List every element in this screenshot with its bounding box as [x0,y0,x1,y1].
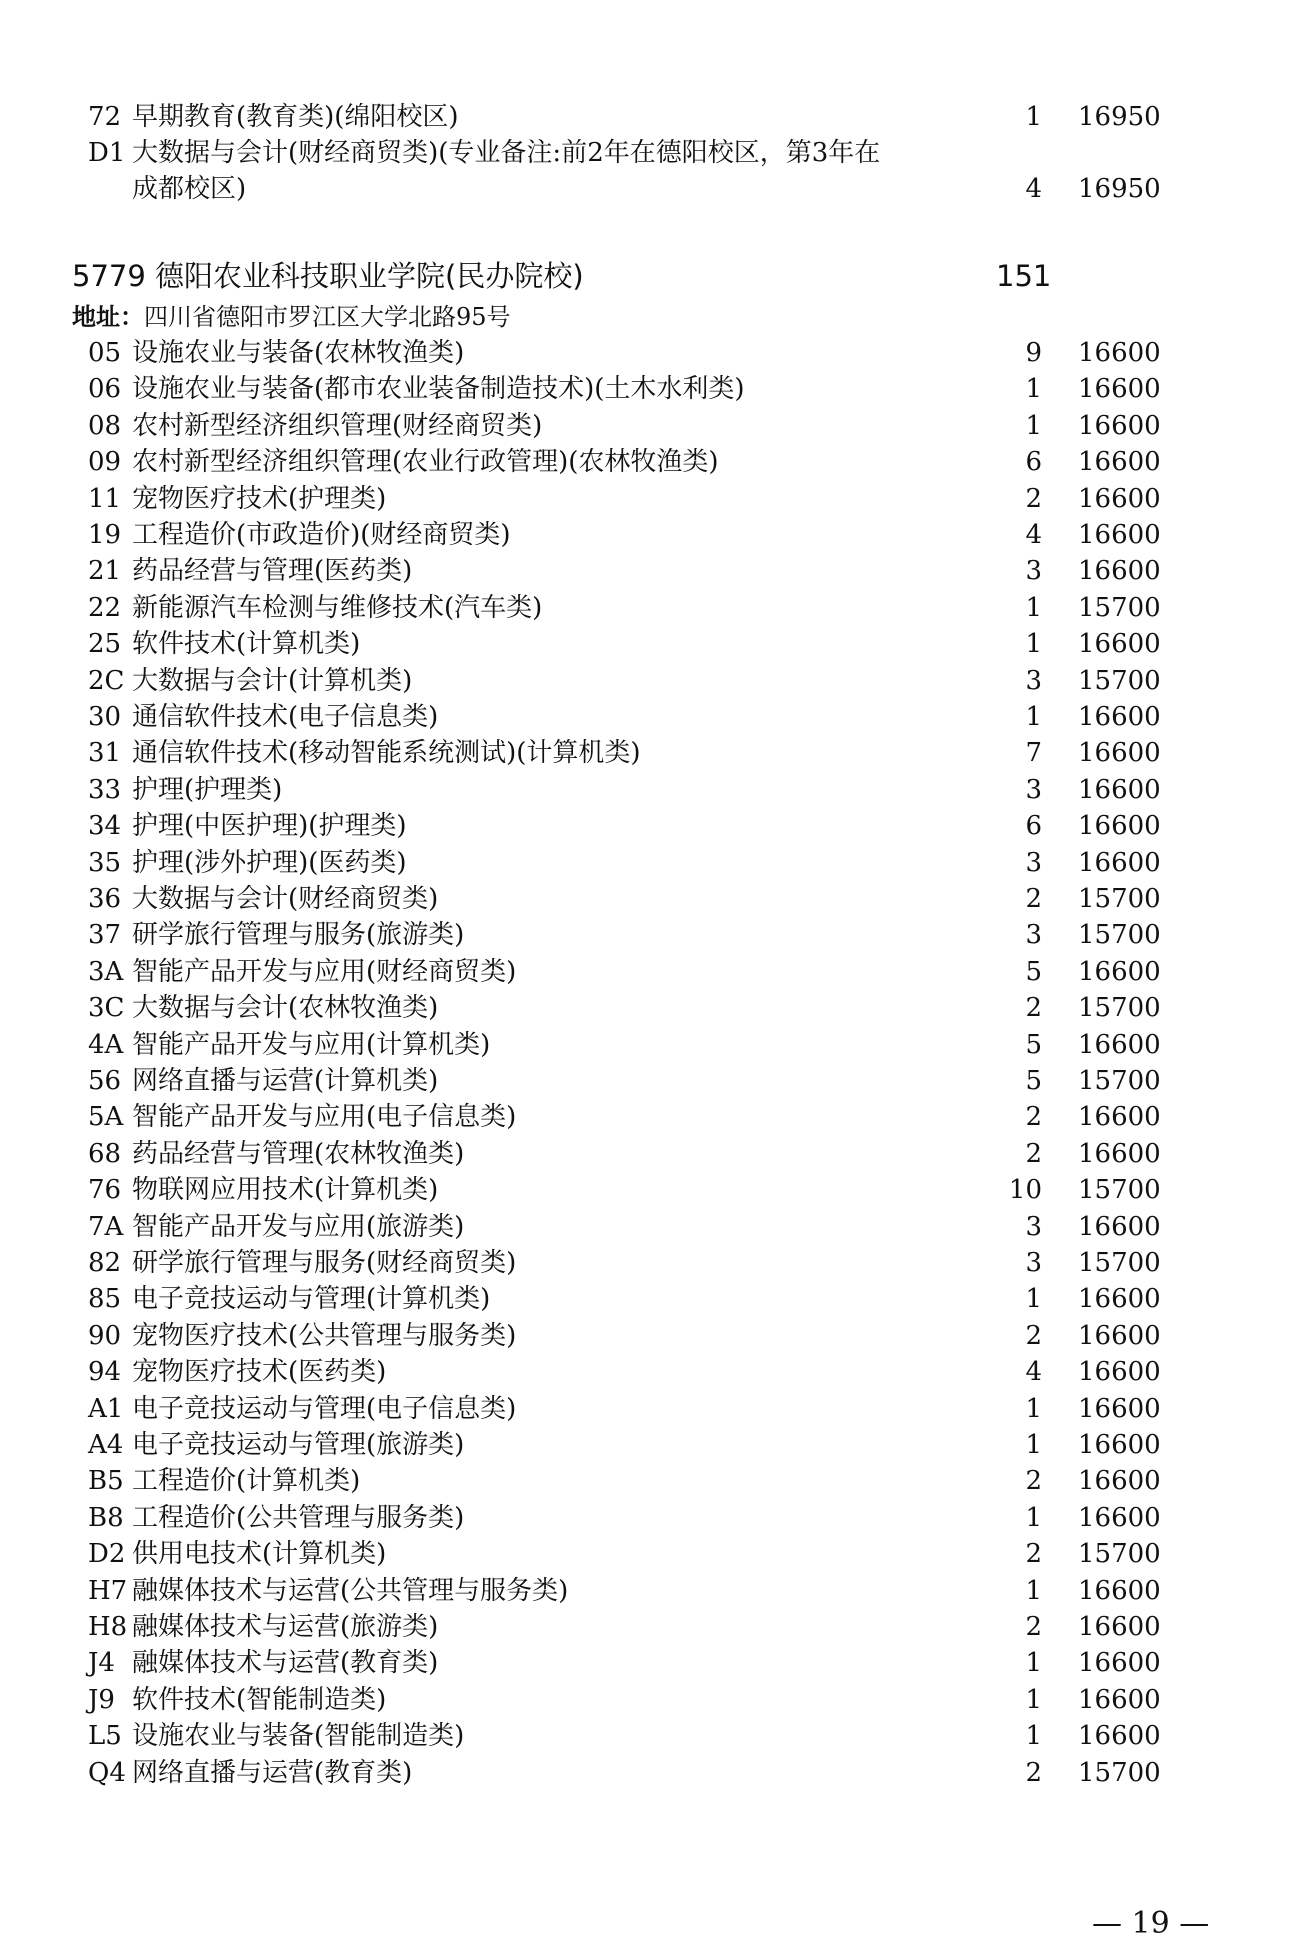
enrollment-count: 6 [1025,447,1042,478]
enrollment-count: 5 [1025,1066,1042,1096]
major-code: 30 [88,702,122,732]
major-code: 68 [88,1138,122,1169]
tuition-fee: 16600 [1078,1029,1161,1060]
major-code: J4 [88,1648,115,1679]
list-item [0,100,1292,134]
list-item [0,991,1292,1025]
enrollment-count: 1 [1025,1648,1042,1679]
school-code: 5779 [72,259,146,293]
enrollment-count: 2 [1025,884,1042,914]
major-name: 研学旅行管理与服务(财经商贸类) [132,1248,517,1278]
list-item [0,846,1292,880]
enrollment-count: 3 [1025,665,1042,696]
list-item [0,700,1292,734]
enrollment-count: 1 [1025,1575,1042,1606]
major-code: L5 [88,1721,122,1752]
major-name: 融媒体技术与运营(教育类) [132,1648,439,1679]
tuition-fee: 15700 [1078,1539,1161,1570]
list-item [0,372,1292,406]
list-item [0,1319,1292,1353]
list-item [0,1501,1292,1535]
tuition-fee: 15700 [1078,920,1161,951]
enrollment-count: 4 [1025,1357,1042,1388]
enrollment-count: 2 [1025,1466,1042,1497]
major-code: 35 [88,847,122,878]
enrollment-count: 3 [1025,556,1042,587]
major-name: 宠物医疗技术(医药类) [132,1357,387,1388]
major-name: 护理(护理类) [132,774,283,805]
list-item [0,627,1292,661]
tuition-fee: 15700 [1078,1248,1161,1278]
enrollment-count: 1 [1025,702,1042,732]
tuition-fee: 16600 [1078,1320,1161,1351]
major-name: 药品经营与管理(农林牧渔类) [132,1138,465,1169]
tuition-fee: 16600 [1078,1502,1161,1533]
tuition-fee: 16600 [1078,410,1161,441]
major-code: 7A [88,1211,124,1242]
list-item [0,773,1292,807]
address-label: 地址： [72,303,144,331]
major-code: 33 [88,774,122,805]
tuition-fee: 16600 [1078,338,1161,368]
tuition-fee: 16600 [1078,374,1161,405]
list-item [0,882,1292,916]
tuition-fee: 15700 [1078,993,1161,1024]
list-item [0,591,1292,625]
major-name: 护理(涉外护理)(医药类) [132,847,407,878]
list-item [0,1428,1292,1462]
list-item [0,482,1292,516]
tuition-fee: 16600 [1078,1211,1161,1242]
major-code: 09 [88,447,122,478]
major-name: 融媒体技术与运营(旅游类) [132,1612,439,1642]
major-code: 2C [88,665,125,696]
major-name: 大数据与会计(计算机类) [132,665,413,696]
list-item [0,1392,1292,1426]
major-code: 22 [88,592,122,623]
enrollment-count: 2 [1025,1102,1042,1133]
tuition-fee: 16600 [1078,1648,1161,1679]
enrollment-count: 2 [1025,1138,1042,1169]
tuition-fee: 16600 [1078,1684,1161,1715]
major-name: 宠物医疗技术(护理类) [132,483,387,514]
major-name: 护理(中医护理)(护理类) [132,811,407,842]
major-code: 21 [88,556,122,587]
list-item [0,445,1292,479]
enrollment-count: 10 [1008,1175,1042,1206]
enrollment-count: 5 [1025,1029,1042,1060]
list-item [0,1064,1292,1098]
school-heading [72,256,584,296]
tuition-fee: 16600 [1078,702,1161,732]
enrollment-count: 6 [1025,811,1042,842]
address-text: 四川省德阳市罗江区大学北路95号 [144,303,511,331]
enrollment-count: 2 [1025,483,1042,514]
tuition-fee: 15700 [1078,1175,1161,1206]
major-name: 电子竞技运动与管理(旅游类) [132,1430,465,1460]
major-code: 31 [88,738,122,769]
major-code: 76 [88,1175,122,1206]
major-name: 研学旅行管理与服务(旅游类) [132,920,465,951]
list-item [0,1100,1292,1134]
page-number: — 19 — [1092,1906,1210,1941]
major-name: 通信软件技术(移动智能系统测试)(计算机类) [132,738,641,769]
list-item [0,736,1292,770]
enrollment-count: 1 [1025,1284,1042,1315]
list-item [0,809,1292,843]
major-code: 3A [88,956,124,987]
enrollment-count: 9 [1025,338,1042,368]
major-code: 85 [88,1284,122,1315]
tuition-fee: 16950 [1078,102,1161,132]
major-code: 37 [88,920,122,951]
major-name: 农村新型经济组织管理(财经商贸类) [132,410,543,441]
major-name: 宠物医疗技术(公共管理与服务类) [132,1320,517,1351]
tuition-fee: 16600 [1078,556,1161,587]
major-code: A1 [88,1393,124,1424]
major-name: 新能源汽车检测与维修技术(汽车类) [132,592,543,623]
tuition-fee: 16600 [1078,738,1161,769]
major-code: B8 [88,1502,124,1533]
tuition-fee: 16600 [1078,1102,1161,1133]
list-item [0,1355,1292,1389]
tuition-fee: 16600 [1078,1357,1161,1388]
tuition-fee: 15700 [1078,1757,1161,1788]
major-name-continuation: 成都校区) [132,174,247,204]
school-total: 151 [996,259,1052,293]
major-code: D1 [88,138,126,168]
major-code: 11 [88,483,122,514]
major-code: H7 [88,1575,128,1606]
major-code: 72 [88,102,122,132]
list-item [0,1173,1292,1207]
list-item [0,1756,1292,1790]
list-item-continuation [0,172,1292,206]
major-name: 大数据与会计(财经商贸类)(专业备注:前2年在德阳校区，第3年在 [132,138,881,168]
enrollment-count: 1 [1025,1430,1042,1460]
enrollment-count: 1 [1025,102,1042,132]
enrollment-count: 3 [1025,774,1042,805]
enrollment-count: 1 [1025,1393,1042,1424]
tuition-fee: 16600 [1078,847,1161,878]
major-code: 56 [88,1066,122,1096]
enrollment-count: 1 [1025,592,1042,623]
major-code: 34 [88,811,122,842]
major-code: D2 [88,1539,126,1570]
major-name: 农村新型经济组织管理(农业行政管理)(农林牧渔类) [132,447,719,478]
list-item [0,1464,1292,1498]
enrollment-count: 7 [1025,738,1042,769]
major-name: 大数据与会计(农林牧渔类) [132,993,439,1024]
list-item [0,1574,1292,1608]
major-name: 大数据与会计(财经商贸类) [132,884,439,914]
major-code: 90 [88,1320,122,1351]
major-code: Q4 [88,1757,126,1788]
enrollment-count: 3 [1025,847,1042,878]
major-name: 软件技术(智能制造类) [132,1684,387,1715]
major-code: 94 [88,1357,122,1388]
list-item [0,518,1292,552]
major-code: J9 [88,1684,115,1715]
enrollment-count: 2 [1025,1539,1042,1570]
enrollment-count: 2 [1025,993,1042,1024]
major-name: 工程造价(计算机类) [132,1466,361,1497]
list-item [0,336,1292,370]
enrollment-count: 3 [1025,1248,1042,1278]
list-item [0,1210,1292,1244]
major-code: 25 [88,629,122,660]
enrollment-count: 1 [1025,410,1042,441]
enrollment-count: 2 [1025,1320,1042,1351]
tuition-fee: 16600 [1078,1284,1161,1315]
tuition-fee: 16600 [1078,1612,1161,1642]
tuition-fee: 16600 [1078,1466,1161,1497]
list-item [0,664,1292,698]
school-name: 德阳农业科技职业学院(民办院校) [155,259,584,293]
major-name: 智能产品开发与应用(计算机类) [132,1029,491,1060]
major-name: 物联网应用技术(计算机类) [132,1175,439,1206]
tuition-fee: 16600 [1078,483,1161,514]
major-code: 06 [88,374,122,405]
list-item [0,1610,1292,1644]
tuition-fee: 16600 [1078,520,1161,550]
enrollment-count: 4 [1025,174,1042,204]
major-name: 设施农业与装备(农林牧渔类) [132,338,465,368]
major-code: 36 [88,884,122,914]
major-name: 早期教育(教育类)(绵阳校区) [132,102,459,132]
major-name: 智能产品开发与应用(财经商贸类) [132,956,517,987]
list-item [0,409,1292,443]
major-name: 工程造价(公共管理与服务类) [132,1502,465,1533]
list-item [0,554,1292,588]
school-address [72,300,511,334]
list-item [0,136,1292,170]
enrollment-count: 1 [1025,1502,1042,1533]
tuition-fee: 16600 [1078,1393,1161,1424]
major-name: 电子竞技运动与管理(电子信息类) [132,1393,517,1424]
list-item [0,1282,1292,1316]
major-name: 设施农业与装备(都市农业装备制造技术)(土木水利类) [132,374,745,405]
major-code: H8 [88,1612,128,1642]
major-name: 智能产品开发与应用(旅游类) [132,1211,465,1242]
tuition-fee: 16600 [1078,1575,1161,1606]
enrollment-count: 3 [1025,1211,1042,1242]
major-code: A4 [88,1430,124,1460]
tuition-fee: 15700 [1078,1066,1161,1096]
major-code: 4A [88,1029,124,1060]
list-item [0,1719,1292,1753]
major-code: 05 [88,338,122,368]
enrollment-count: 5 [1025,956,1042,987]
major-code: 19 [88,520,122,550]
list-item [0,918,1292,952]
list-item [0,1646,1292,1680]
major-name: 电子竞技运动与管理(计算机类) [132,1284,491,1315]
enrollment-count: 2 [1025,1757,1042,1788]
tuition-fee: 16600 [1078,811,1161,842]
list-item [0,1246,1292,1280]
major-name: 工程造价(市政造价)(财经商贸类) [132,520,511,550]
list-item [0,955,1292,989]
tuition-fee: 16600 [1078,774,1161,805]
enrollment-count: 1 [1025,629,1042,660]
tuition-fee: 16600 [1078,1138,1161,1169]
major-name: 融媒体技术与运营(公共管理与服务类) [132,1575,569,1606]
tuition-fee: 15700 [1078,665,1161,696]
tuition-fee: 16950 [1078,174,1161,204]
tuition-fee: 16600 [1078,447,1161,478]
tuition-fee: 15700 [1078,592,1161,623]
tuition-fee: 15700 [1078,884,1161,914]
major-name: 通信软件技术(电子信息类) [132,702,439,732]
tuition-fee: 16600 [1078,629,1161,660]
enrollment-count: 1 [1025,374,1042,405]
major-name: 供用电技术(计算机类) [132,1539,387,1570]
major-name: 设施农业与装备(智能制造类) [132,1721,465,1752]
enrollment-count: 2 [1025,1612,1042,1642]
major-code: 08 [88,410,122,441]
major-name: 智能产品开发与应用(电子信息类) [132,1102,517,1133]
major-code: 3C [88,993,125,1024]
enrollment-count: 3 [1025,920,1042,951]
major-name: 软件技术(计算机类) [132,629,361,660]
tuition-fee: 16600 [1078,1721,1161,1752]
list-item [0,1683,1292,1717]
major-code: 5A [88,1102,124,1133]
major-name: 网络直播与运营(计算机类) [132,1066,439,1096]
tuition-fee: 16600 [1078,1430,1161,1460]
major-code: B5 [88,1466,124,1497]
list-item [0,1028,1292,1062]
enrollment-count: 1 [1025,1721,1042,1752]
tuition-fee: 16600 [1078,956,1161,987]
list-item [0,1537,1292,1571]
enrollment-count: 1 [1025,1684,1042,1715]
enrollment-count: 4 [1025,520,1042,550]
list-item [0,1137,1292,1171]
major-code: 82 [88,1248,122,1278]
major-name: 网络直播与运营(教育类) [132,1757,413,1788]
major-name: 药品经营与管理(医药类) [132,556,413,587]
